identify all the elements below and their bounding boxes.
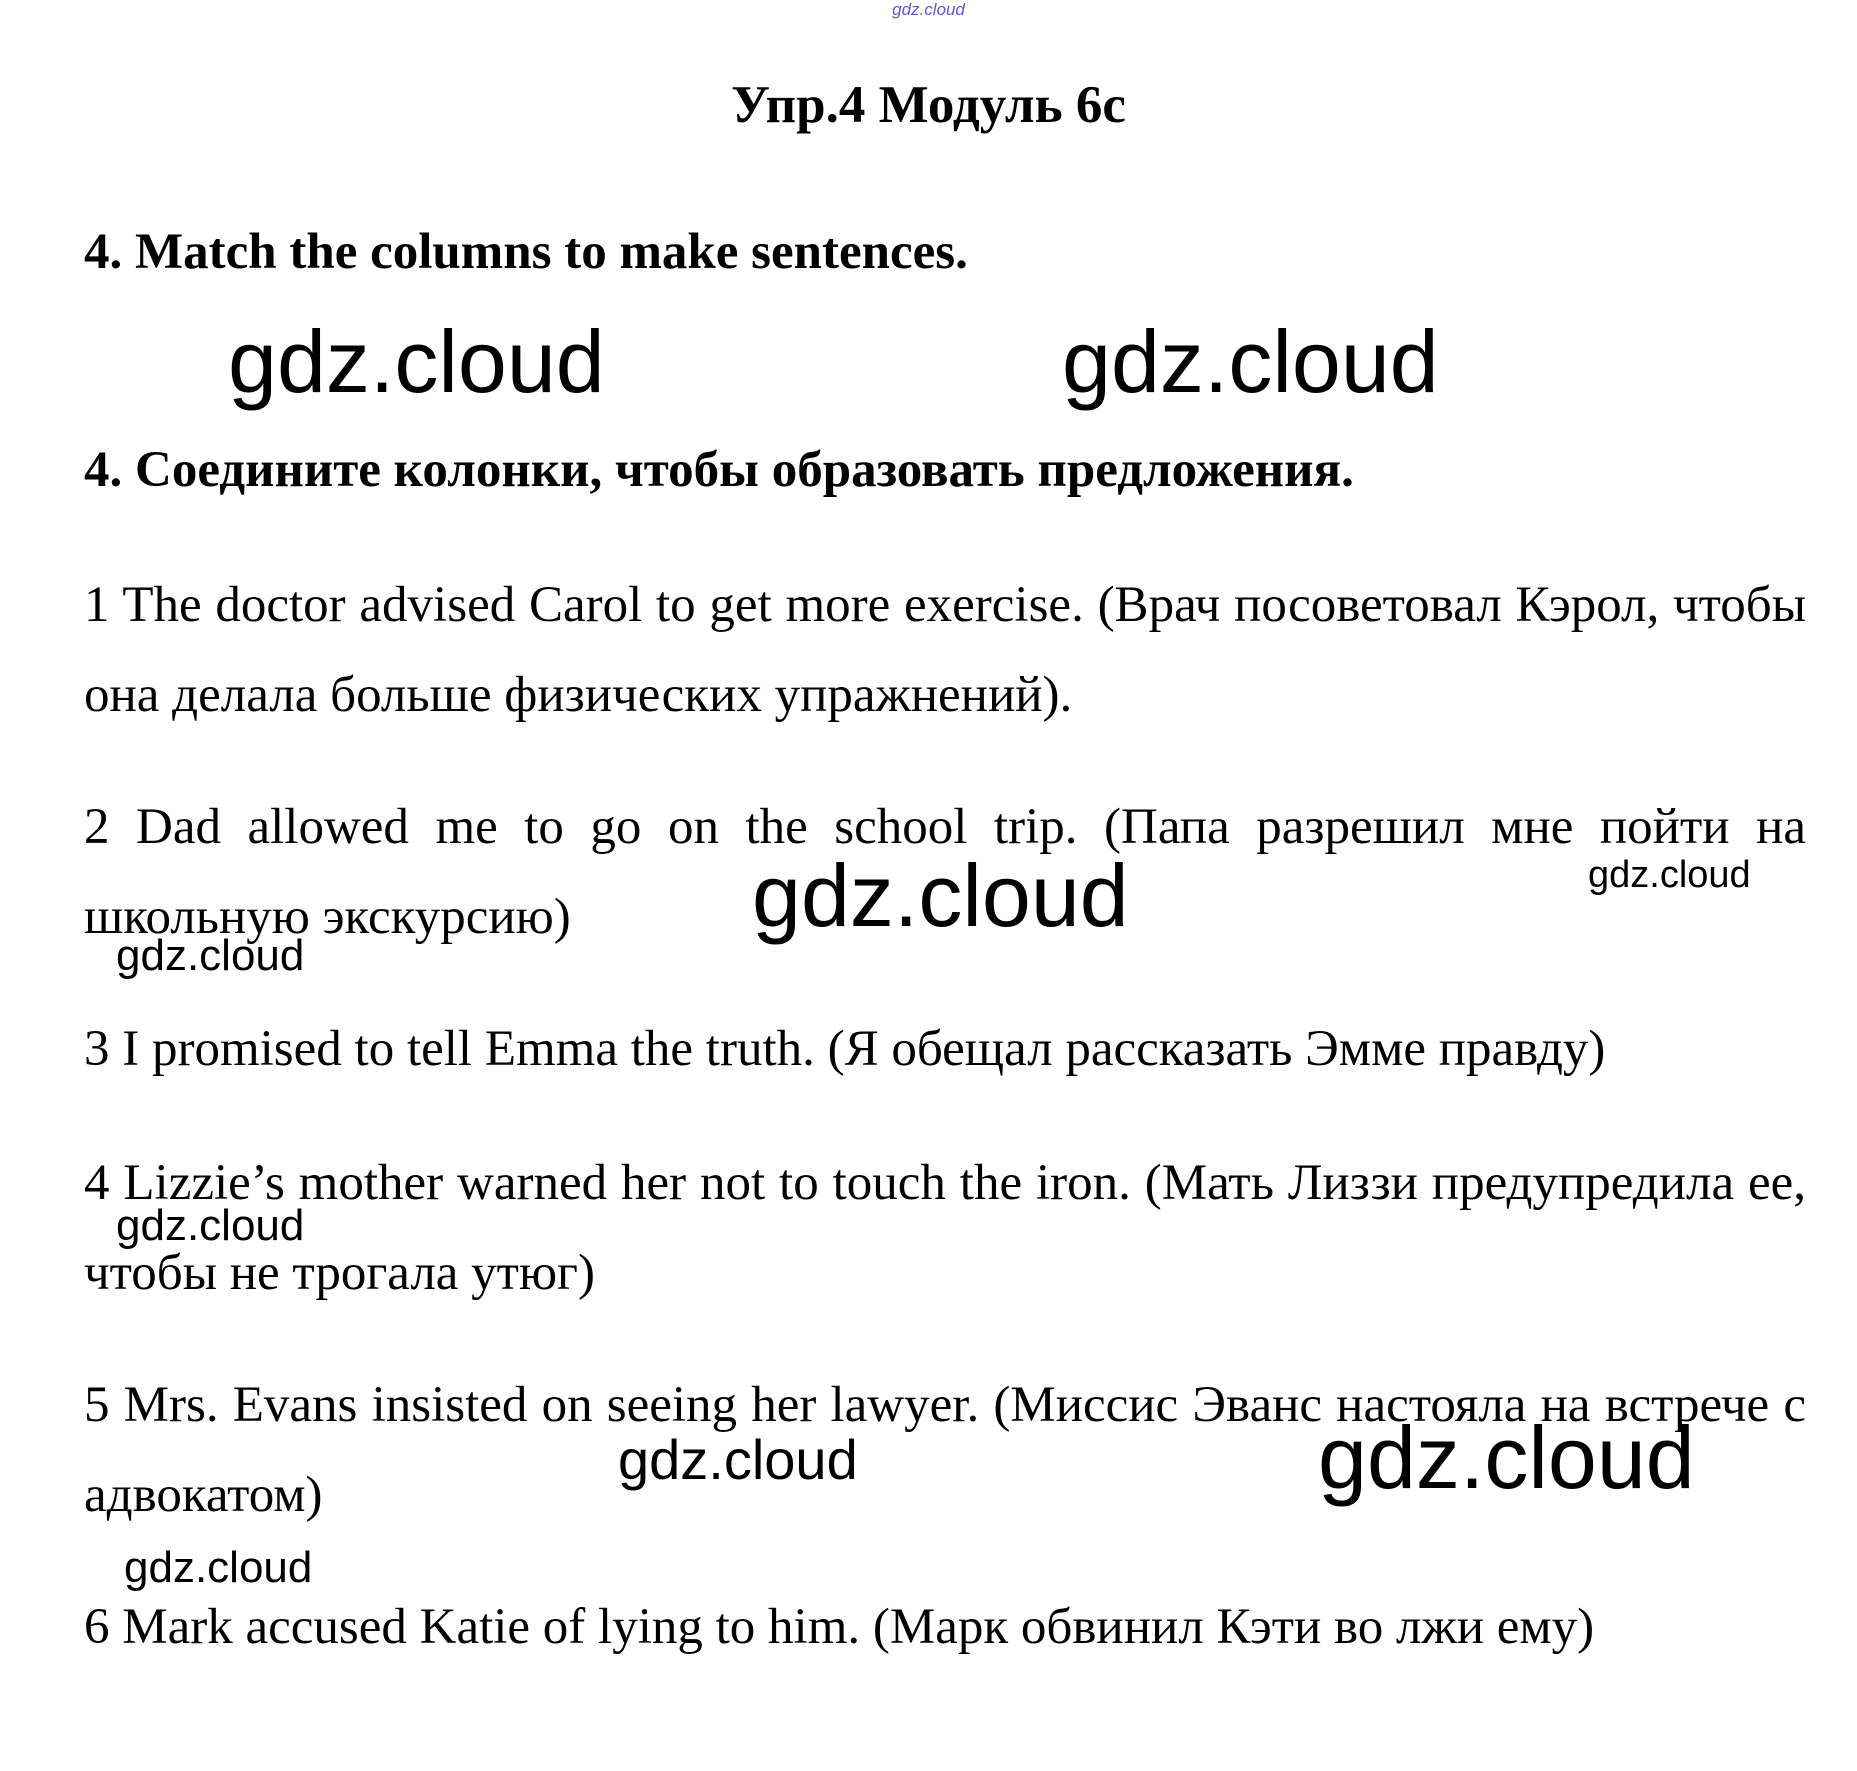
watermark: gdz.cloud bbox=[116, 931, 305, 980]
watermark: gdz.cloud bbox=[1318, 1408, 1695, 1507]
watermark: gdz.cloud bbox=[116, 1201, 305, 1250]
answer-item-6: 6 Mark accused Katie of lying to him. (Марк обвинил Кэти во лжи ему) bbox=[84, 1599, 1595, 1655]
answer-item-2: 2 Dad allowed me to go on the school trip. (Папа разрешил мне пойти на школьную экскурсию) bbox=[84, 799, 1806, 945]
watermark: gdz.cloud bbox=[752, 846, 1129, 945]
answer-item-3: 3 I promised to tell Emma the truth. (Я обещал рассказать Эмме правду) bbox=[84, 1021, 1606, 1077]
task-heading-russian: 4. Соедините колонки, чтобы образовать предложения. bbox=[84, 442, 1354, 498]
watermark: gdz.cloud bbox=[1588, 854, 1751, 896]
task-heading-english: 4. Match the columns to make sentences. bbox=[84, 224, 968, 280]
top-watermark: gdz.cloud bbox=[892, 0, 965, 19]
page-title: Упр.4 Модуль 6с bbox=[731, 76, 1126, 134]
watermark: gdz.cloud bbox=[228, 312, 605, 411]
answer-item-5: 5 Mrs. Evans insisted on seeing her lawyer. (Миссис Эванс настояла на встрече с адвокатом) bbox=[84, 1377, 1806, 1523]
answer-item-1: 1 The doctor advised Carol to get more exercise. (Врач посоветовал Кэрол, чтобы она делала больше физических упражнений). bbox=[84, 577, 1806, 723]
watermark: gdz.cloud bbox=[618, 1428, 858, 1491]
watermark: gdz.cloud bbox=[124, 1543, 313, 1592]
answer-item-4: 4 Lizzie’s mother warned her not to touch the iron. (Мать Лиззи предупредила ее, чтобы не трогала утюг) bbox=[84, 1155, 1806, 1301]
watermark: gdz.cloud bbox=[1062, 312, 1439, 411]
